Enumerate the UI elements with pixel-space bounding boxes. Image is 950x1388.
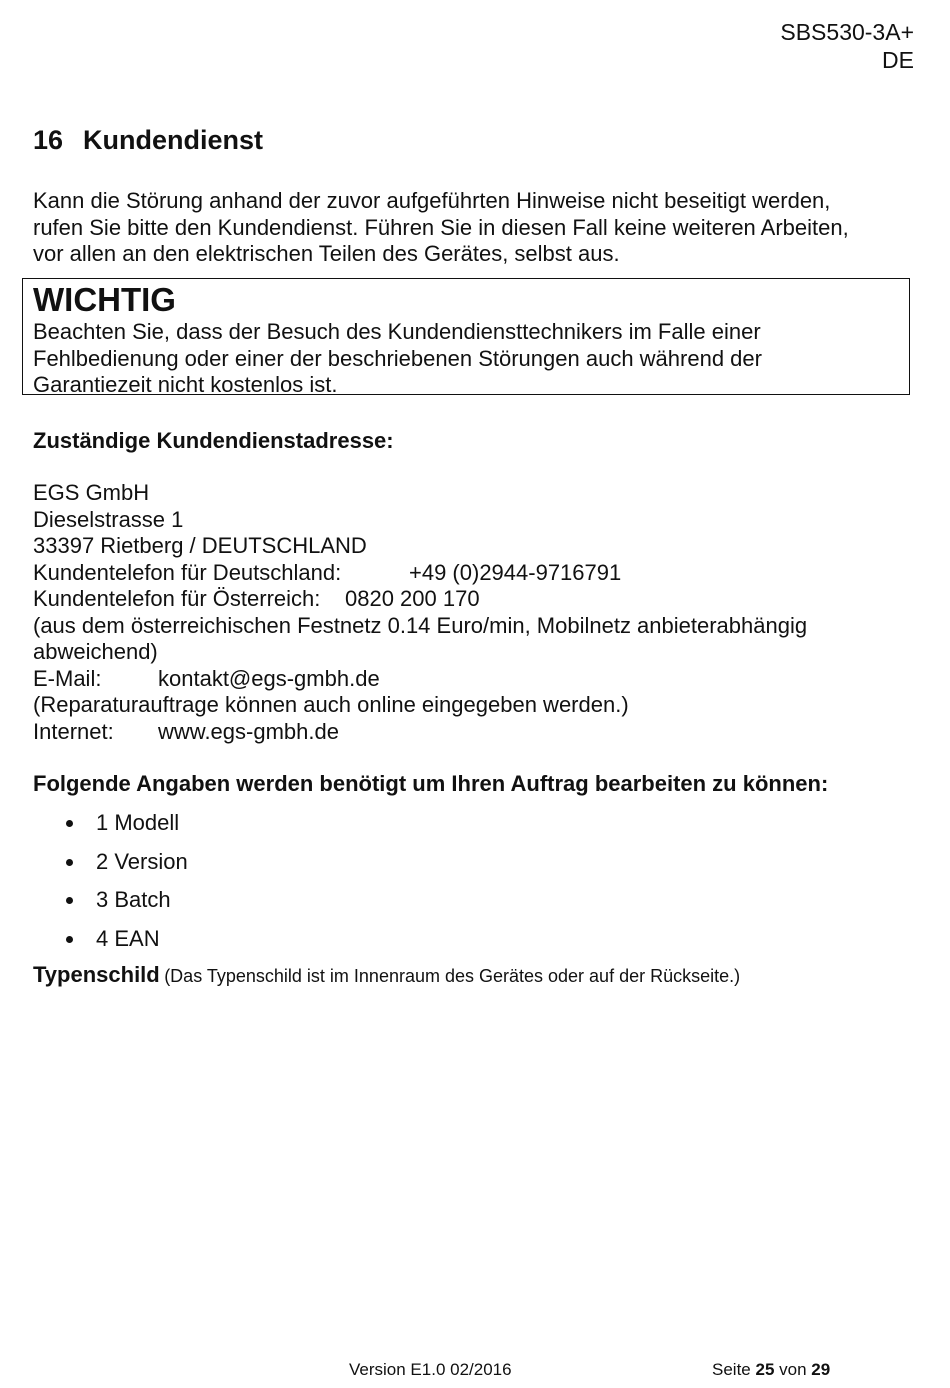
tariff-note: (aus dem österreichischen Festnetz 0.14 Euro/min, Mobilnetz anbieterabhängig — [33, 612, 808, 638]
phone-germany-label: Kundentelefon für Deutschland: — [33, 559, 342, 585]
page-prefix: Seite — [712, 1360, 751, 1379]
typeplate-label: Typenschild — [33, 962, 160, 987]
required-info-heading: Folgende Angaben werden benötigt um Ihren Auftrag bearbeiten zu können: — [33, 771, 829, 796]
phone-germany-value: +49 (0)2944-9716791 — [409, 559, 622, 585]
bullet-icon — [66, 897, 73, 904]
intro-line: rufen Sie bitte den Kundendienst. Führen Sie in diesen Fall keine weiteren Arbeiten, — [33, 214, 849, 240]
notice-title: WICHTIG — [33, 281, 176, 318]
tariff-note: abweichend) — [33, 639, 158, 664]
notice-text — [33, 319, 762, 399]
section-number: 16 — [33, 125, 64, 155]
current-page: 25 — [755, 1360, 775, 1379]
notice-line: Beachten Sie, dass der Besuch des Kundendiensttechnikers im Falle einer — [33, 319, 761, 344]
section-heading — [33, 125, 263, 156]
phone-austria-label: Kundentelefon für Österreich: — [33, 586, 321, 611]
list-item-text: 4 EAN — [96, 925, 160, 951]
city: 33397 Rietberg / DEUTSCHLAND — [33, 533, 367, 558]
phone-austria-value: 0820 200 170 — [345, 586, 480, 611]
total-pages: 29 — [811, 1360, 831, 1379]
intro-paragraph — [33, 188, 923, 268]
bullet-icon — [66, 936, 73, 943]
email-row — [33, 666, 807, 693]
street: Dieselstrasse 1 — [33, 506, 184, 532]
phone-germany — [33, 560, 807, 587]
notice-box — [22, 278, 910, 395]
service-address — [33, 480, 807, 745]
list-item-text: 1 Modell — [96, 810, 180, 835]
website-link[interactable]: www.egs-gmbh.de — [158, 718, 339, 744]
page-separator: von — [779, 1360, 807, 1379]
internet-label: Internet: — [33, 718, 114, 744]
section-title: Kundendienst — [83, 125, 263, 155]
notice-line: Garantiezeit nicht kostenlos ist. — [33, 372, 338, 397]
intro-line: vor allen an den elektrischen Teilen des Gerätes, selbst aus. — [33, 241, 620, 266]
language-code: DE — [882, 47, 914, 73]
typeplate-note — [33, 962, 740, 988]
bullet-icon — [66, 859, 73, 866]
document-header — [780, 18, 914, 74]
list-item-text: 3 Batch — [96, 887, 171, 912]
address-heading: Zuständige Kundendienstadresse: — [33, 428, 394, 453]
typeplate-hint: (Das Typenschild ist im Innenraum des Gerätes oder auf der Rückseite.) — [164, 966, 741, 986]
version-info: Version E1.0 02/2016 — [349, 1360, 512, 1379]
email-link[interactable]: kontakt@egs-gmbh.de — [158, 665, 380, 691]
model-number: SBS530-3A+ — [780, 19, 914, 45]
intro-line: Kann die Störung anhand der zuvor aufgeführten Hinweise nicht beseitigt werden, — [33, 188, 831, 213]
page-number — [712, 1360, 830, 1380]
phone-austria — [33, 586, 807, 613]
bullet-icon — [66, 820, 73, 827]
online-note: (Reparaturauftrage können auch online eingegeben werden.) — [33, 692, 629, 717]
email-label: E-Mail: — [33, 665, 102, 691]
list-item-text: 2 Version — [96, 848, 188, 874]
internet-row — [33, 719, 807, 746]
company-name: EGS GmbH — [33, 480, 150, 505]
notice-line: Fehlbedienung oder einer der beschriebenen Störungen auch während der — [33, 345, 762, 371]
